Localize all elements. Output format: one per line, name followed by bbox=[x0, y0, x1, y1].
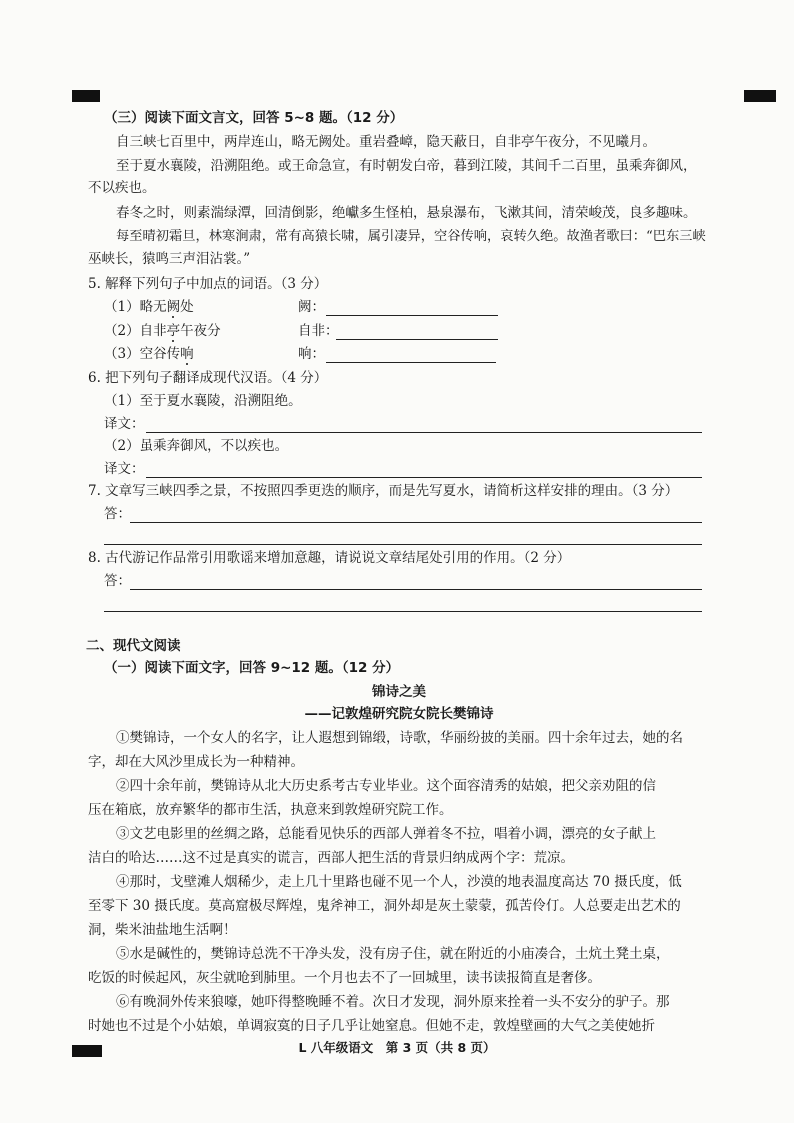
article-line: 字，却在大风沙里成长为一种精神。 bbox=[88, 754, 304, 770]
section2-subheading: （一）阅读下面文字，回答 9~12 题。（12 分） bbox=[104, 660, 400, 676]
answer-line[interactable] bbox=[104, 611, 702, 612]
article-line: 时她也不过是个小姑娘，单调寂寞的日子几乎让她窒息。但她不走，敦煌壁画的大气之美使她折 bbox=[88, 1018, 655, 1034]
corner-mark-top-right bbox=[744, 90, 776, 102]
page-footer: L 八年级语文 第 3 页（共 8 页） bbox=[298, 1040, 496, 1055]
section2-heading: 二、现代文阅读 bbox=[86, 638, 181, 654]
article-line: ③文艺电影里的丝绸之路，总能看见快乐的西部人弹着冬不拉，唱着小调，漂亮的女子献上 bbox=[116, 826, 656, 842]
passage-line: 不以疾也。 bbox=[88, 180, 156, 196]
answer-line[interactable] bbox=[104, 544, 702, 545]
article-line: ⑥有晚洞外传来狼嚎，她吓得整晚睡不着。次日才发现，洞外原来拴着一头不安分的驴子。那 bbox=[116, 994, 670, 1010]
q5-item-1: （1）略无阙处 bbox=[104, 299, 194, 315]
answer-line[interactable] bbox=[336, 339, 498, 340]
passage-line: 春冬之时，则素湍绿潭，回清倒影，绝巘多生怪柏，悬泉瀑布，飞漱其间，清荣峻茂，良多趣味。 bbox=[116, 205, 697, 221]
answer-line[interactable] bbox=[130, 589, 702, 590]
corner-mark-top-left bbox=[72, 90, 100, 102]
q5-item-3: （3）空谷传响 bbox=[104, 346, 194, 362]
q6-sentence-2: （2）虽乘奔御风，不以疾也。 bbox=[104, 438, 289, 454]
answer-line[interactable] bbox=[326, 362, 496, 363]
q6-label-2: 译文： bbox=[104, 461, 145, 477]
q7-stem: 7. 文章写三峡四季之景，不按照四季更迭的顺序，而是先写夏水，请简析这样安排的理由。（3 分） bbox=[88, 483, 679, 499]
answer-line[interactable] bbox=[146, 477, 702, 478]
q7-label: 答： bbox=[104, 506, 131, 522]
article-title: 锦诗之美 bbox=[372, 684, 426, 700]
article-line: ④那时，戈壁滩人烟稀少，走上几十里路也碰不见一个人，沙漠的地表温度高达 70 摄氏度，低 bbox=[116, 874, 682, 890]
q5-stem: 5. 解释下列句子中加点的词语。（3 分） bbox=[88, 276, 328, 292]
article-line: 压在箱底，放弃繁华的都市生活，执意来到敦煌研究院工作。 bbox=[88, 802, 453, 818]
q6-label-1: 译文： bbox=[104, 416, 145, 432]
answer-line[interactable] bbox=[130, 522, 702, 523]
q6-sentence-1: （1）至于夏水襄陵，沿溯阻绝。 bbox=[104, 393, 302, 409]
article-line: 至零下 30 摄氏度。莫高窟极尽辉煌，鬼斧神工，洞外却是灰土蒙蒙，孤苦伶仃。人总要走出艺术的 bbox=[88, 898, 681, 914]
article-line: 洞，柴米油盐地生活啊！ bbox=[88, 922, 237, 938]
q8-label: 答： bbox=[104, 573, 131, 589]
article-subtitle: ——记敦煌研究院女院长樊锦诗 bbox=[304, 706, 494, 722]
article-line: ⑤水是碱性的，樊锦诗总洗不干净头发，没有房子住，就在附近的小庙凑合，土炕土凳土桌， bbox=[116, 946, 670, 962]
article-line: 洁白的哈达……这不过是真实的谎言，西部人把生活的背景归纳成两个字：荒凉。 bbox=[88, 850, 574, 866]
answer-line[interactable] bbox=[146, 432, 702, 433]
q6-stem: 6. 把下列句子翻译成现代汉语。（4 分） bbox=[88, 370, 328, 386]
passage-line: 巫峡长，猿鸣三声泪沾裳。” bbox=[88, 251, 251, 267]
article-line: ②四十余年前，樊锦诗从北大历史系考古专业毕业。这个面容清秀的姑娘，把父亲劝阻的信 bbox=[116, 778, 656, 794]
part3-heading: （三）阅读下面文言文，回答 5~8 题。（12 分） bbox=[104, 110, 404, 126]
passage-line: 自三峡七百里中，两岸连山，略无阙处。重岩叠嶂，隐天蔽日，自非亭午夜分，不见曦月。 bbox=[116, 134, 656, 150]
q5-target-1: 阙： bbox=[298, 299, 325, 315]
q5-item-2: （2）自非亭午夜分 bbox=[104, 323, 221, 339]
answer-line[interactable] bbox=[326, 315, 498, 316]
article-line: 吃饭的时候起风，灰尘就呛到肺里。一个月也去不了一回城里，读书读报简直是奢侈。 bbox=[88, 970, 601, 986]
passage-line: 每至晴初霜旦，林寒涧肃，常有高猿长啸，属引凄异，空谷传响，哀转久绝。故渔者歌曰：“巴东三峡 bbox=[116, 229, 706, 244]
q5-target-3: 响： bbox=[298, 346, 325, 362]
passage-line: 至于夏水襄陵，沿溯阻绝。或王命急宣，有时朝发白帝，暮到江陵，其间千二百里，虽乘奔御风， bbox=[116, 158, 697, 174]
article-line: ①樊锦诗，一个女人的名字，让人遐想到锦缎，诗歌，华丽纷披的美丽。四十余年过去，她的名 bbox=[116, 730, 683, 746]
q8-stem: 8. 古代游记作品常引用歌谣来增加意趣，请说说文章结尾处引用的作用。（2 分） bbox=[88, 550, 571, 566]
q5-target-2: 自非： bbox=[298, 323, 339, 339]
